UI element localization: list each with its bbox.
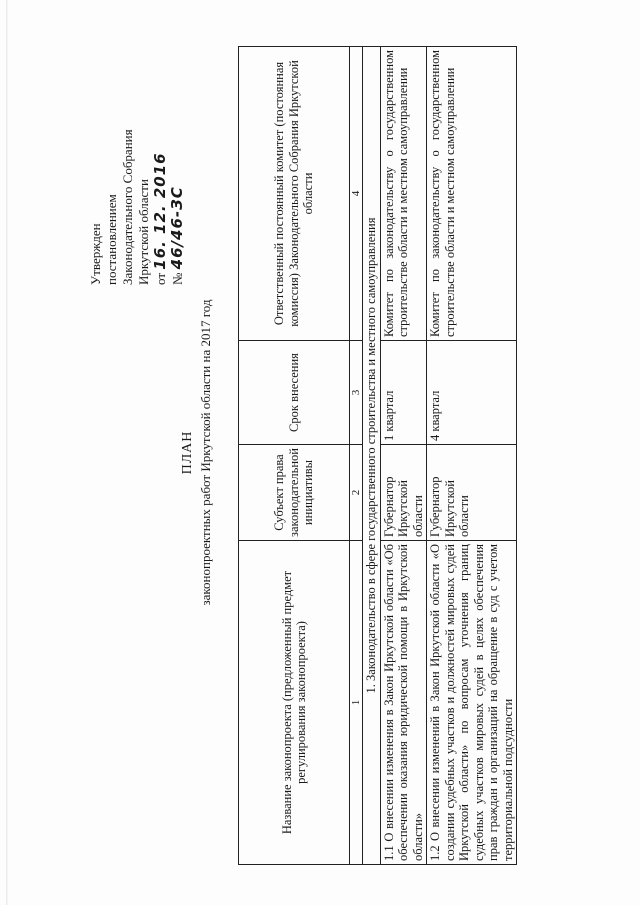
approval-date [152,45,169,285]
column-number: 4 [350,47,363,341]
number-handwritten: 46/46-ЗС [168,186,186,270]
column-number: 3 [350,341,363,445]
bill-subject: Губернатор Иркутской области [380,445,427,541]
approval-line: Утвержден [88,223,103,285]
column-number: 2 [350,445,363,541]
table-row [427,47,517,865]
table-row [380,47,427,865]
column-number: 1 [350,541,363,865]
approval-stamp [88,45,186,285]
bill-committee: Комитет по законодательству о государственном строительстве области и местном самоуправлении [427,47,517,341]
bill-committee: Комитет по законодательству о государственном строительстве области и местном самоуправлении [380,47,427,341]
approval-line: Иркутской области [136,179,151,285]
table-header-row [239,47,350,865]
section-title: 1. Законодательство в сфере государственного строительства и местного самоуправления [363,47,381,865]
header-subject: Субъект права законодательной инициативы [239,445,350,541]
document-title: ПЛАН [180,430,195,475]
approval-line: постановлением [104,194,119,285]
number-prefix: № [170,272,185,285]
bill-name: 1.1 О внесении изменения в Закон Иркутской области «Об обеспечении оказания юридической помощи в Иркутской области» [380,541,427,865]
bill-term: 4 квартал [427,341,517,445]
approval-line: Законодательного Собрания [120,129,135,285]
plan-table [238,46,517,865]
column-number-row [350,47,363,865]
date-prefix: от [153,272,168,285]
document-subtitle: законопроектных работ Иркутской области на 2017 год [198,299,213,606]
bill-subject: Губернатор Иркутской области [427,445,517,541]
header-name: Название законопроекта (предложенный предмет регулирования законопроекта) [239,541,350,865]
header-term: Срок внесения [239,341,350,445]
bill-name: 1.2 О внесении изменений в Закон Иркутской области «О создании судебных участков и должностей мировых судей Иркутской области» по вопросам уточнения границ судебных участков мировых судей в целях обеспечения прав граждан и организаций на обращение в суд с учетом территориальной подсудности [427,541,517,865]
header-committee: Ответственный постоянный комитет (постоянная комиссия) Законодательного Собрания Иркутской области [239,47,350,341]
date-handwritten: 16. 12. 2016 [151,152,169,270]
bill-term: 1 квартал [380,341,427,445]
section-row [363,47,381,865]
